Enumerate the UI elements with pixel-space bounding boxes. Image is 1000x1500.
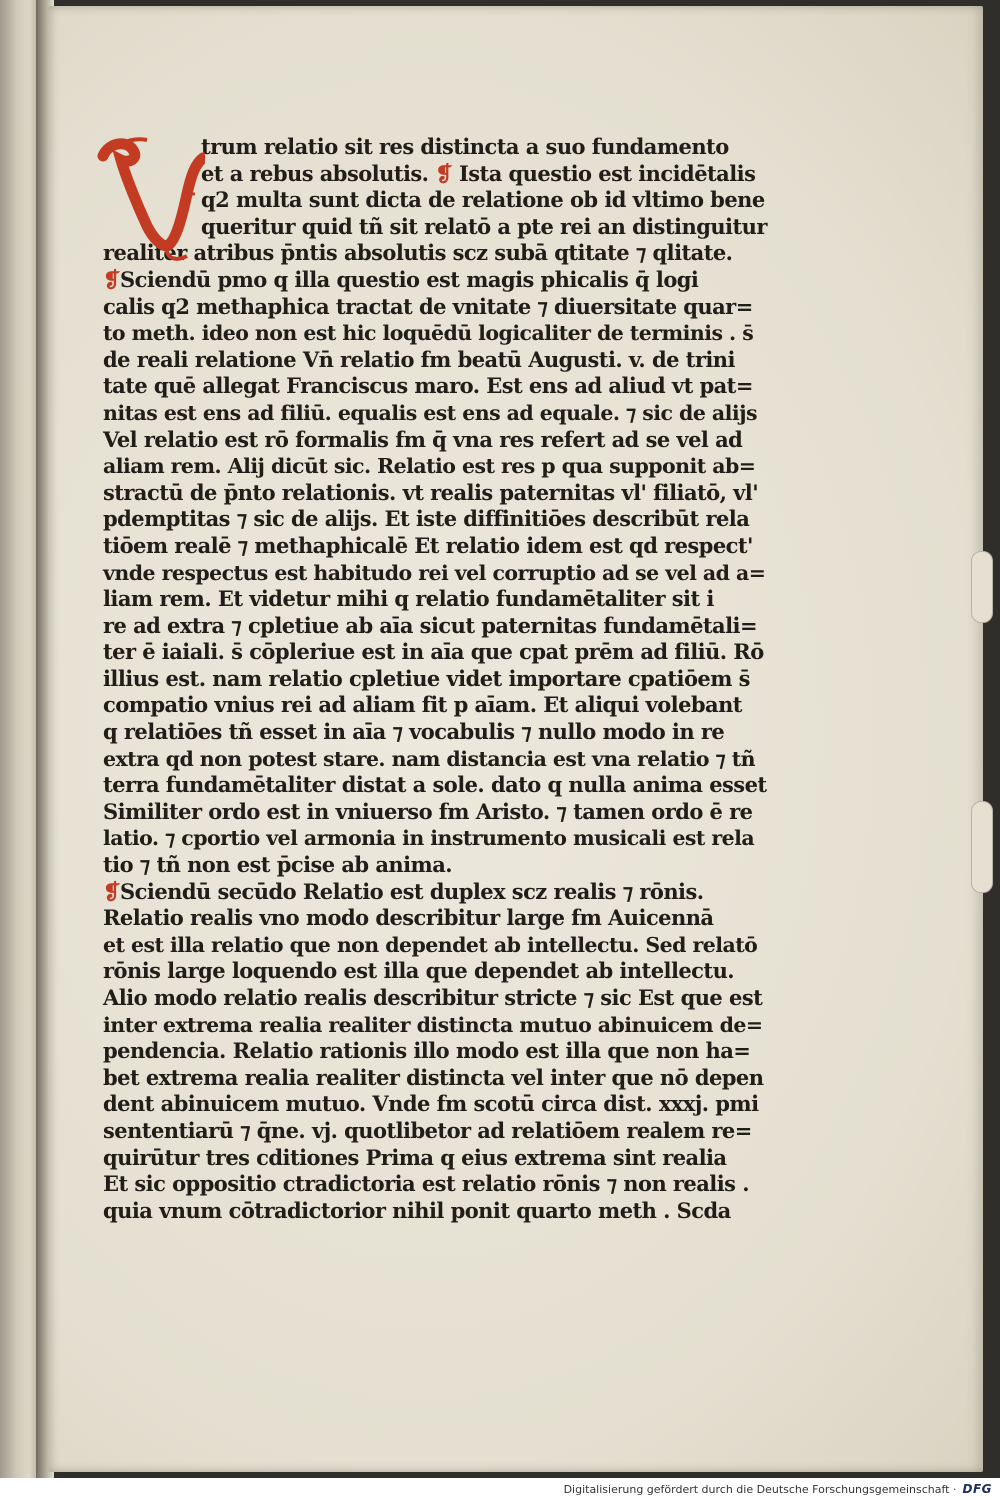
text-line: ❡Sciendū pmo q illa questio est magis phicalis q̄ logi (103, 266, 699, 292)
text-line: ❡Sciendū secūdo Relatio est duplex scz realis ⁊ rōnis. (103, 878, 704, 904)
text-line: inter extrema realia realiter distincta mutuo abinuicem de= (103, 1012, 763, 1037)
text-line: Et sic oppositio ctradictoria est relatio rōnis ⁊ non realis . (103, 1171, 749, 1197)
text-block (103, 134, 768, 1224)
text-line: bet extrema realia realiter distincta vel inter que nō depen (103, 1064, 764, 1090)
paragraph-mark: ❡ (103, 878, 121, 904)
footer-credit-text: Digitalisierung gefördert durch die Deutsche Forschungsgemeinschaft · (563, 1482, 957, 1496)
paragraph-mark: ❡ (435, 160, 453, 186)
text-line: pdemptitas ⁊ sic de alijs. Et iste diffinitiōes describūt rela (103, 506, 750, 532)
digitization-footer (0, 1478, 1000, 1500)
text-line: liam rem. Et videtur mihi q relatio fundamētaliter sit i (103, 586, 714, 612)
text-line: nitas est ens ad filiū. equalis est ens ad equale. ⁊ sic de alijs (103, 400, 757, 425)
text-line: to meth. ideo non est hic loquēdū logicaliter de terminis . s̄ (103, 321, 754, 346)
text-line: calis q2 methaphica tractat de vnitate ⁊ diuersitate quar= (103, 293, 753, 319)
text-line: tio ⁊ tñ non est p̄cise ab anima. (103, 852, 453, 878)
text-line: dent abinuicem mutuo. Vnde fm scotū circa dist. xxxj. pmi (103, 1091, 759, 1117)
text-line: extra qd non potest stare. nam distancia est vna relatio ⁊ tñ (103, 746, 756, 771)
page-clip-bottom (971, 801, 993, 893)
text-line: ter ē iaiali. s̄ cōpleriue est in aīa que cpat prēm ad filiū. Rō (103, 639, 764, 665)
text-line: latio. ⁊ cportio vel armonia in instrumento musicali est rela (103, 826, 755, 851)
text-line: compatio vnius rei ad aliam fit p aīam. Et aliqui volebant (103, 692, 742, 718)
text-line: trum relatio sit res distincta a suo fundamento (201, 134, 729, 159)
book-page (48, 6, 983, 1472)
text-line: et est illa relatio que non dependet ab intellectu. Sed relatō (103, 932, 758, 957)
text-line: Similiter ordo est in vniuerso fm Aristo. ⁊ tamen ordo ē re (103, 798, 753, 824)
text-line: Alio modo relatio realis describitur stricte ⁊ sic Est que est (103, 985, 763, 1010)
text-line: et a rebus absolutis. ❡ Ista questio est incidētalis (201, 160, 756, 186)
text-line: tiōem realē ⁊ methaphicalē Et relatio idem est qd respect' (103, 532, 753, 558)
text-line: aliam rem. Alij dicūt sic. Relatio est res p qua supponit ab= (103, 454, 756, 479)
text-line: quia vnum cōtradictorior nihil ponit quarto meth . Scda (103, 1197, 731, 1223)
text-line: sententiarū ⁊ q̄ne. vj. quotlibetor ad relatiōem realem re= (103, 1117, 752, 1143)
text-line: q relatiōes tñ esset in aīa ⁊ vocabulis ⁊ nullo modo in re (103, 719, 725, 745)
text-line: Vel relatio est rō formalis fm q̄ vna res refert ad se vel ad (103, 426, 743, 452)
text-line: vnde respectus est habitudo rei vel corruptio ad se vel ad a= (103, 560, 766, 585)
text-line: illius est. nam relatio cpletiue videt importare cpatiōem s̄ (103, 665, 750, 691)
text-line: quirūtur tres cditiones Prima q eius extrema sint realia (103, 1144, 727, 1170)
red-initial-letter (95, 134, 205, 264)
text-line: tate quē allegat Franciscus maro. Est ens ad aliud vt pat= (103, 373, 753, 399)
text-line: rōnis large loquendo est illa que dependet ab intellectu. (103, 958, 735, 984)
dfg-logo: DFG (962, 1482, 992, 1496)
text-line: Relatio realis vno modo describitur large fm Auicennā (103, 905, 714, 931)
text-line: pendencia. Relatio rationis illo modo est illa que non ha= (103, 1038, 751, 1064)
paragraph-mark: ❡ (103, 266, 121, 292)
text-line: re ad extra ⁊ cpletiue ab aīa sicut paternitas fundamētali= (103, 612, 757, 638)
text-line: realiter atribus p̄ntis absolutis scz subā qtitate ⁊ qlitate. (103, 240, 733, 266)
text-line: stractū de p̄nto relationis. vt realis paternitas vl' filiatō, vl' (103, 479, 759, 505)
page-clip-top (971, 551, 993, 623)
text-line: queritur quid tñ sit relatō a pte rei an distinguitur (201, 213, 767, 239)
text-line: q2 multa sunt dicta de relatione ob id vltimo bene (201, 187, 765, 213)
text-line: terra fundamētaliter distat a sole. dato q nulla anima esset (103, 772, 767, 798)
text-line: de reali relatione Vn̄ relatio fm beatū Augusti. v. de trini (103, 346, 735, 372)
